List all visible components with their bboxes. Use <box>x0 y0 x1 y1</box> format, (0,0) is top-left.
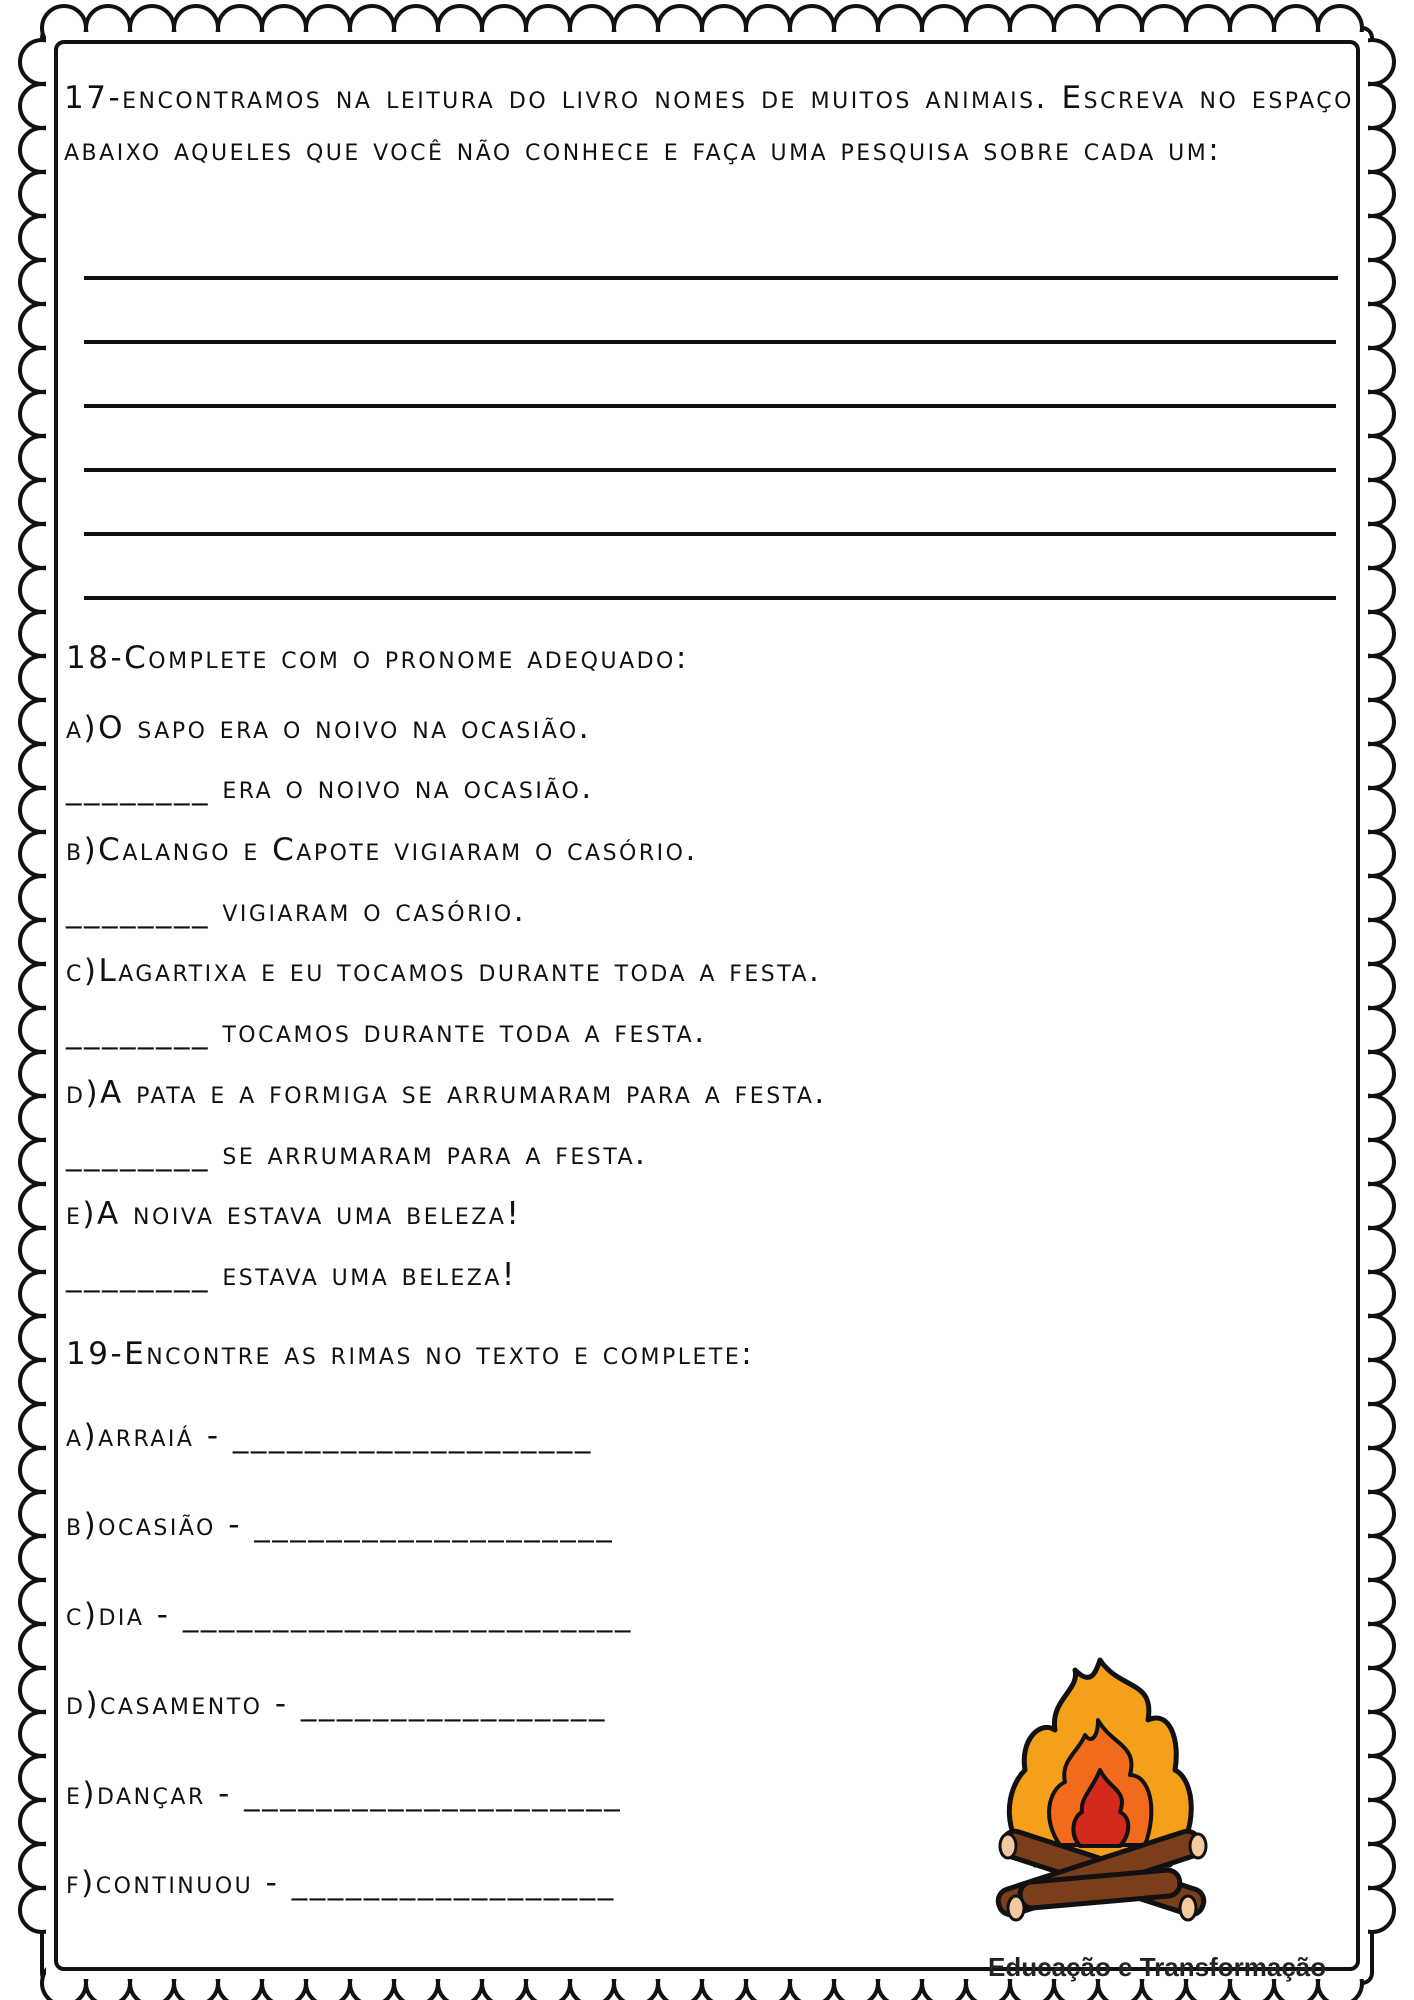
q18-answer-d[interactable]: ________ se arrumaram para a festa. <box>66 1136 648 1172</box>
q19-item-d <box>66 1686 607 1722</box>
question-18-title: 18-Complete com o pronome adequado: <box>66 640 689 676</box>
answer-line <box>84 404 1336 408</box>
q19-item-e <box>66 1776 622 1812</box>
q18-sentence-e: e)A noiva estava uma beleza! <box>66 1196 522 1232</box>
q19-blank-b[interactable]: ____________________ <box>254 1507 615 1543</box>
q19-item-c <box>66 1597 633 1633</box>
q19-label-a: a)arraiá - <box>66 1418 221 1454</box>
q19-blank-c[interactable]: _________________________ <box>182 1597 633 1633</box>
answer-line <box>84 340 1336 344</box>
q19-item-a <box>66 1418 593 1454</box>
q18-sentence-b: b)Calango e Capote vigiaram o casório. <box>66 832 698 868</box>
q19-label-c: c)dia - <box>66 1597 171 1633</box>
q19-blank-f[interactable]: __________________ <box>291 1865 616 1901</box>
q19-item-b <box>66 1507 614 1543</box>
q18-sentence-a: a)O sapo era o noivo na ocasião. <box>66 710 592 746</box>
q19-blank-a[interactable]: ____________________ <box>232 1418 593 1454</box>
publisher-credit: Educação e Transformação <box>988 1952 1327 1982</box>
q19-label-e: e)dançar - <box>66 1776 232 1812</box>
answer-line <box>84 532 1336 536</box>
q18-answer-b[interactable]: ________ vigiaram o casório. <box>66 893 527 929</box>
answer-line <box>84 276 1338 280</box>
answer-line <box>84 468 1336 472</box>
q19-blank-d[interactable]: _________________ <box>300 1686 607 1722</box>
q19-blank-e[interactable]: _____________________ <box>244 1776 623 1812</box>
answer-line <box>84 596 1336 600</box>
q19-item-f <box>66 1865 616 1901</box>
q19-label-f: f)continuou - <box>66 1865 280 1901</box>
campfire-icon <box>980 1650 1220 1930</box>
q19-label-b: b)ocasião - <box>66 1507 242 1543</box>
q18-answer-e[interactable]: ________ estava uma beleza! <box>66 1257 517 1293</box>
question-17-text: 17-encontramos na leitura do livro nomes de muitos animais. Escreva no espaço abaixo aqueles que você não conhece e faça uma pesquisa sobre cada um: <box>64 80 1354 168</box>
q18-sentence-d: d)A pata e a formiga se arrumaram para a festa. <box>66 1075 827 1111</box>
q18-answer-a[interactable]: ________ era o noivo na ocasião. <box>66 770 594 806</box>
q18-sentence-c: c)Lagartixa e eu tocamos durante toda a festa. <box>66 953 822 989</box>
question-19-title: 19-Encontre as rimas no texto e complete: <box>66 1336 755 1372</box>
q19-label-d: d)casamento - <box>66 1686 289 1722</box>
q18-answer-c[interactable]: ________ tocamos durante toda a festa. <box>66 1014 707 1050</box>
